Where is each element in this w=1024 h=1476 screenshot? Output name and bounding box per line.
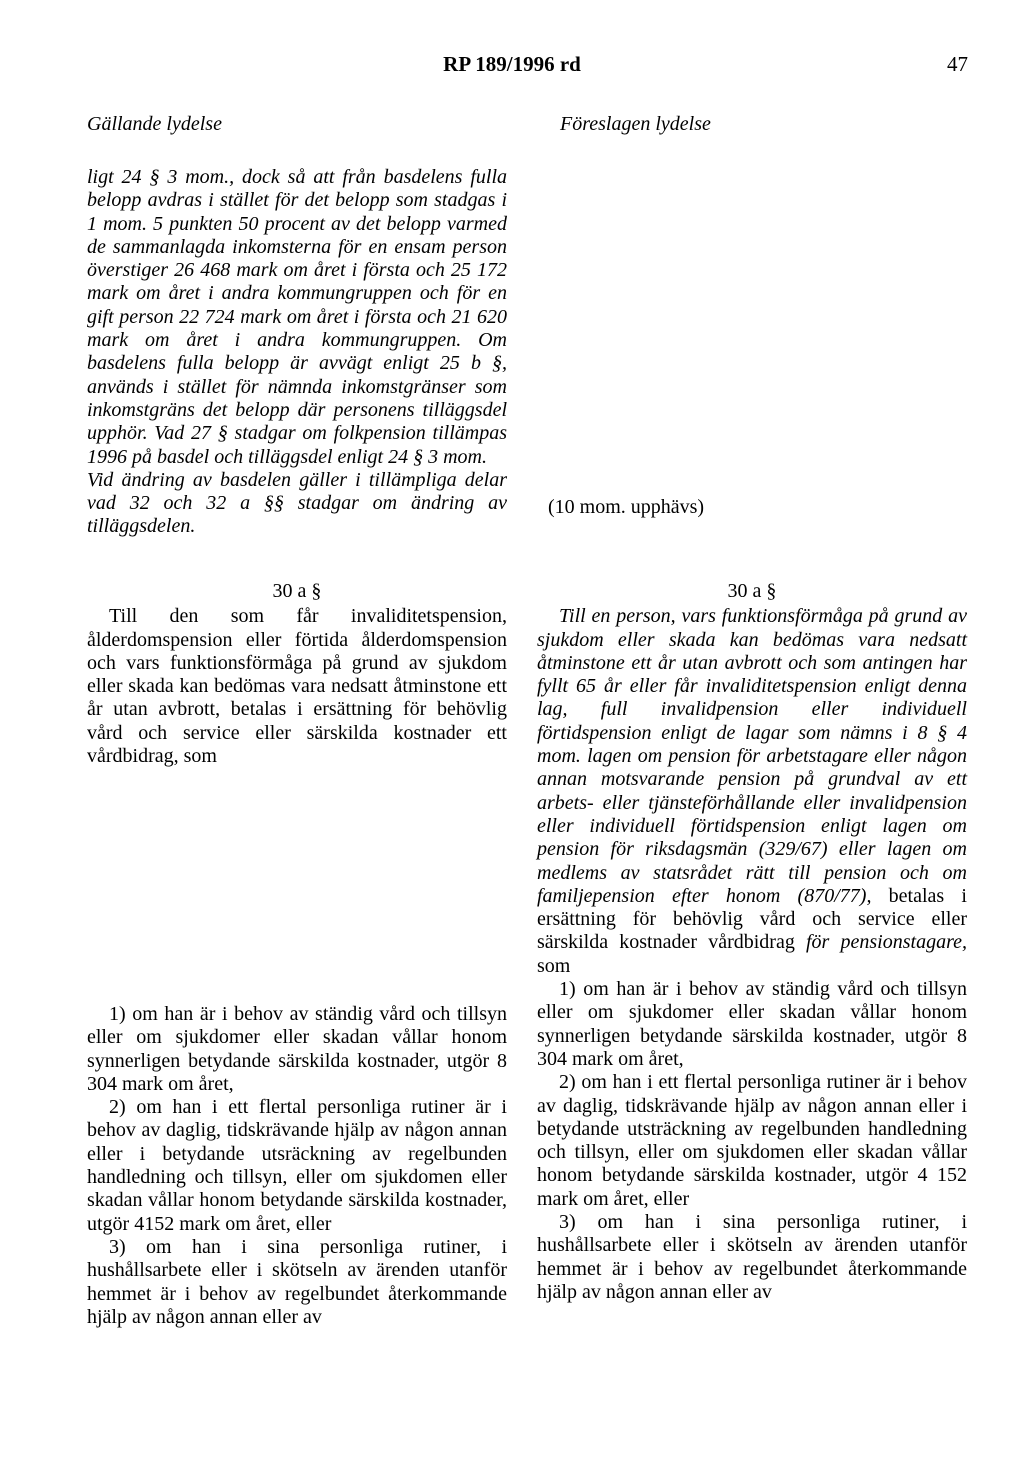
- left-section-30a: [87, 580, 507, 768]
- left-carryover-paragraph: ligt 24 § 3 mom., dock så att från basdelens fulla belopp avdras i stället för det belopp som stadgas i 1 mom. 5 punkten 50 procent av det belopp varmed de sammanlagda inkomsterna för en ensam person överstiger 26 468 mark om året i första och 25 172 mark om året i andra kommungruppen och för en gift person 22 724 mark om året i första och 21 620 mark om året i andra kommungruppen. Om basdelens fulla belopp är avvägt enligt 25 b §, används i stället för nämnda inkomstgränser som inkomstgräns det belopp där personens tilläggsdel upphör. Vad 27 § stadgar om folkpension tillämpas 1996 på basdel och tilläggsdel enligt 24 § 3 mom.: [87, 166, 507, 468]
- page-number: 47: [947, 52, 968, 76]
- right-item-3: 3) om han i sina personliga rutiner, i hushållsarbete eller i skötseln av ärenden utanför hemmet är i behov av regelbundet återkommande hjälp av någon annan eller av: [537, 1211, 967, 1303]
- right-intro-italic-2: för pensionstagare,: [806, 931, 967, 954]
- left-item-3: 3) om han i sina personliga rutiner, i hushållsarbete eller i skötseln av ärenden utanför hemmet är i behov av regelbundet återkommande hjälp av någon annan eller av: [87, 1235, 507, 1328]
- document-reference: RP 189/1996 rd: [443, 52, 581, 76]
- left-carryover-text: [87, 166, 507, 539]
- right-intro-end: som: [537, 954, 571, 977]
- left-section-intro: Till den som får invaliditetspension, ålderdomspension eller förtida ålderdomspension och vars funktionsförmåga på grund av sjukdom eller skada kan bedömas vara nedsatt åtminstone ett år utan avbrott, betalas i ersättning för behövlig vård och service eller särskilda kostnader ett vårdbidrag, som: [87, 605, 507, 768]
- left-item-1: 1) om han är i behov av ständig vård och tillsyn eller om sjukdomer eller skadan vållar honom synnerligen betydande särskilda kostnader, utgör 8 304 mark om året,: [87, 1003, 507, 1095]
- page-header: [0, 52, 1024, 82]
- left-items: [87, 1003, 507, 1329]
- right-item-1: 1) om han är i behov av ständig vård och tillsyn eller om sjukdomer eller skadan vållar honom synnerligen betydande särskilda kostnader, utgör 8 304 mark om året,: [537, 978, 967, 1070]
- right-repealed-note: (10 mom. upphävs): [548, 496, 705, 518]
- right-column-heading: Föreslagen lydelse: [560, 113, 711, 135]
- right-section-intro: [537, 605, 967, 978]
- left-section-title: 30 a §: [272, 580, 322, 602]
- left-item-2: 2) om han i ett flertal personliga rutiner är i behov av daglig, tidskrävande hjälp av någon annan eller i betydande utsräckning av regelbunden handledning och tillsyn, eller om sjukdomen eller skadan vållar honom betydande särskilda kostnader, utgör 4152 mark om året, eller: [87, 1096, 507, 1235]
- left-column-heading: Gällande lydelse: [87, 113, 222, 135]
- right-item-2: 2) om han i ett flertal personliga rutiner är i behov av daglig, tidskrävande hjälp av någon annan eller i betydande utsträckning av regelbunden handledning och tillsyn, eller om sjukdomen eller skadan vållar honom betydande särskilda kostnader, utgör 4 152 mark om året, eller: [537, 1071, 967, 1210]
- left-carryover-paragraph-2: Vid ändring av basdelen gäller i tillämpliga delar vad 32 och 32 a §§ stadgar om ändring av tilläggsdelen.: [87, 468, 507, 538]
- right-intro-italic: Till en person, vars funktionsförmåga på grund av sjukdom eller skada kan bedömas vara nedsatt åtminstone ett år utan avbrott och som antingen har fyllt 65 år eller får invaliditetspension enligt denna lag, full invalidpension eller individuell förtidspension enligt de lagar som nämns i 8 § 4 mom. lagen om pension för arbetstagare eller någon annan motsvarande pension på grundval av ett arbets- eller tjänsteförhållande eller invalidpension eller individuell förtidspension enligt lagen om pension för riksdagsmän (329/67) eller lagen om medlems av statsrådet rätt till pension och om familjepension efter honom (870/77),: [537, 605, 967, 907]
- right-section-30a: [537, 580, 967, 1304]
- right-section-title: 30 a §: [727, 580, 777, 602]
- right-intro-plain: betalas i ersättning för behövlig vård och service eller särskilda kostnader vårdbidrag: [537, 884, 967, 954]
